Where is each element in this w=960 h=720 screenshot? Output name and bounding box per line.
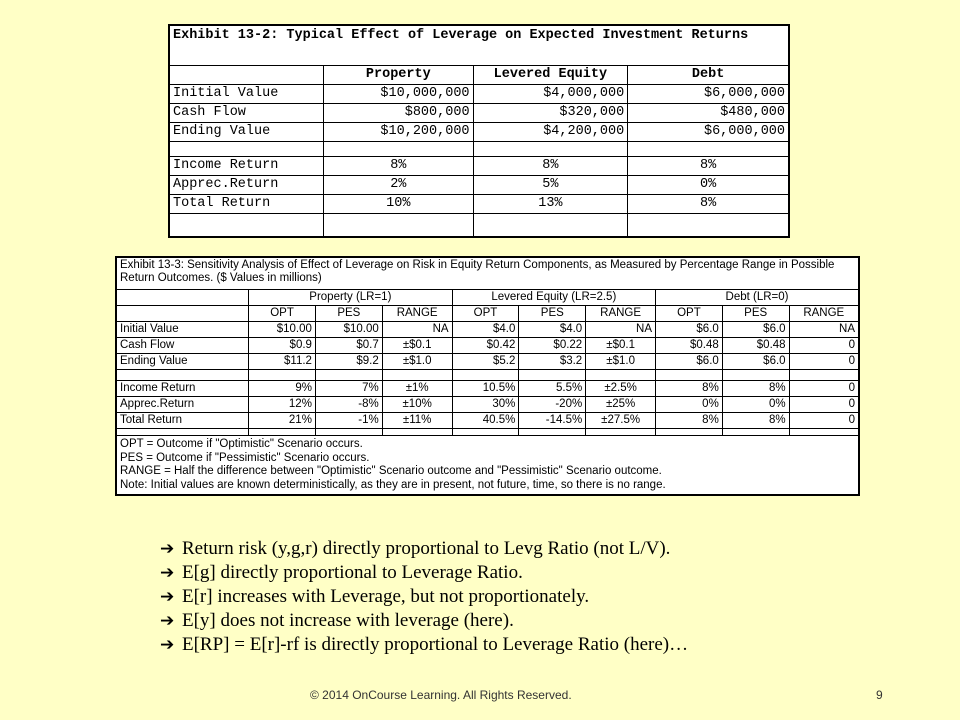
cell: $6.0 <box>656 322 723 338</box>
column-header-levered-equity: Levered Equity <box>473 66 628 85</box>
cell: $0.7 <box>315 338 382 354</box>
row-label: Cash Flow <box>169 104 324 123</box>
subheader: RANGE <box>789 306 859 322</box>
cell: 0 <box>789 413 859 429</box>
subheader: PES <box>722 306 789 322</box>
exhibit-13-3-title: Exhibit 13-3: Sensitivity Analysis of Effect of Leverage on Risk in Equity Return Components, as Measured by Percentage Range in Possible Return Outcomes. ($ Values in millions) <box>116 257 859 290</box>
row-label: Total Return <box>116 413 249 429</box>
cell: 12% <box>249 397 316 413</box>
cell: 0 <box>789 338 859 354</box>
cell: NA <box>789 322 859 338</box>
cell: 30% <box>452 397 519 413</box>
cell: 0% <box>656 397 723 413</box>
cell: 8% <box>722 413 789 429</box>
cell: $4.0 <box>519 322 586 338</box>
subheader: RANGE <box>586 306 656 322</box>
table-row <box>116 381 859 397</box>
cell: $0.22 <box>519 338 586 354</box>
range-cell: ±$0.1 <box>586 338 656 354</box>
range-cell: ±27.5% <box>586 413 656 429</box>
cell: -14.5% <box>519 413 586 429</box>
table-row <box>169 104 789 123</box>
cell: 21% <box>249 413 316 429</box>
bullet-text: E[g] directly proportional to Leverage Ratio. <box>182 562 523 583</box>
cell: -8% <box>315 397 382 413</box>
cell: $480,000 <box>628 104 789 123</box>
cell: -1% <box>315 413 382 429</box>
bullet-item <box>160 561 950 585</box>
cell: 9% <box>249 381 316 397</box>
cell: $4,000,000 <box>473 85 628 104</box>
bullet-text: E[RP] = E[r]-rf is directly proportional to Leverage Ratio (here)… <box>182 634 689 655</box>
exhibit-13-2-table <box>168 24 790 238</box>
cell: 5.5% <box>519 381 586 397</box>
cell: NA <box>586 322 656 338</box>
cell: 5% <box>473 176 628 195</box>
note-opt: OPT = Outcome if "Optimistic" Scenario occurs. <box>120 438 363 450</box>
group-header-property: Property (LR=1) <box>249 290 452 306</box>
cell: 8% <box>722 381 789 397</box>
page-number: 9 <box>876 688 883 702</box>
cell: NA <box>382 322 452 338</box>
note-pes: PES = Outcome if "Pessimistic" Scenario occurs. <box>120 451 370 464</box>
cell: $4.0 <box>452 322 519 338</box>
table-row <box>169 195 789 214</box>
cell: $5.2 <box>452 354 519 370</box>
row-label: Ending Value <box>169 123 324 142</box>
table-row <box>116 322 859 338</box>
cell: 8% <box>628 157 789 176</box>
group-header-debt: Debt (LR=0) <box>656 290 859 306</box>
bullet-list <box>160 537 950 657</box>
cell: $10,200,000 <box>324 123 473 142</box>
cell: $11.2 <box>249 354 316 370</box>
right-arrow-icon: ➔ <box>160 539 175 559</box>
cell: 40.5% <box>452 413 519 429</box>
range-cell: ±$1.0 <box>382 354 452 370</box>
bullet-item <box>160 585 950 609</box>
table-row <box>169 157 789 176</box>
cell: 0% <box>628 176 789 195</box>
row-label: Initial Value <box>169 85 324 104</box>
cell: $4,200,000 <box>473 123 628 142</box>
subheader: RANGE <box>382 306 452 322</box>
range-cell: ±1% <box>382 381 452 397</box>
right-arrow-icon: ➔ <box>160 563 175 583</box>
cell: $10.00 <box>249 322 316 338</box>
cell: $3.2 <box>519 354 586 370</box>
row-label: Apprec.Return <box>169 176 324 195</box>
row-label: Total Return <box>169 195 324 214</box>
range-cell: ±10% <box>382 397 452 413</box>
cell: 0 <box>789 381 859 397</box>
table-row <box>116 397 859 413</box>
column-header-debt: Debt <box>628 66 789 85</box>
right-arrow-icon: ➔ <box>160 587 175 607</box>
cell: 0% <box>722 397 789 413</box>
row-label: Initial Value <box>116 322 249 338</box>
copyright-text: © 2014 OnCourse Learning. All Rights Reserved. <box>310 688 572 702</box>
cell: $6.0 <box>656 354 723 370</box>
note-initial-values: Note: Initial values are known deterministically, as they are in present, not future, time, so there is no range. <box>120 478 666 491</box>
cell: $6.0 <box>722 354 789 370</box>
cell: $800,000 <box>324 104 473 123</box>
exhibit-13-2-title: Exhibit 13-2: Typical Effect of Leverage on Expected Investment Returns <box>169 25 789 66</box>
cell: 0 <box>789 354 859 370</box>
cell: $6,000,000 <box>628 123 789 142</box>
right-arrow-icon: ➔ <box>160 611 175 631</box>
subheader: OPT <box>452 306 519 322</box>
cell: $6,000,000 <box>628 85 789 104</box>
cell: 8% <box>656 413 723 429</box>
range-cell: ±$0.1 <box>382 338 452 354</box>
range-cell: ±11% <box>382 413 452 429</box>
cell: -20% <box>519 397 586 413</box>
subheader: OPT <box>656 306 723 322</box>
table-row <box>169 123 789 142</box>
bullet-text: E[y] does not increase with leverage (here). <box>182 610 514 631</box>
range-cell: ±2.5% <box>586 381 656 397</box>
cell: $0.42 <box>452 338 519 354</box>
row-label: Cash Flow <box>116 338 249 354</box>
table-row <box>169 176 789 195</box>
bullet-item <box>160 537 950 561</box>
exhibit-13-3-table <box>115 256 860 496</box>
cell: 10% <box>324 195 473 214</box>
cell: 13% <box>473 195 628 214</box>
cell: $6.0 <box>722 322 789 338</box>
subheader: OPT <box>249 306 316 322</box>
note-range: RANGE = Half the difference between "Optimistic" Scenario outcome and "Pessimistic" Scenario outcome. <box>120 465 662 477</box>
table-row <box>116 338 859 354</box>
cell: $0.48 <box>722 338 789 354</box>
row-label: Income Return <box>169 157 324 176</box>
range-cell: ±25% <box>586 397 656 413</box>
bullet-text: E[r] increases with Leverage, but not proportionately. <box>182 586 590 607</box>
row-label: Income Return <box>116 381 249 397</box>
cell: $320,000 <box>473 104 628 123</box>
cell: $10,000,000 <box>324 85 473 104</box>
cell: $0.48 <box>656 338 723 354</box>
bullet-item <box>160 609 950 633</box>
table-row <box>116 354 859 370</box>
cell: 8% <box>656 381 723 397</box>
cell: $10.00 <box>315 322 382 338</box>
exhibit-13-3-notes <box>116 436 859 496</box>
subheader: PES <box>519 306 586 322</box>
cell: 7% <box>315 381 382 397</box>
range-cell: ±$1.0 <box>586 354 656 370</box>
row-label: Apprec.Return <box>116 397 249 413</box>
group-header-levered-equity: Levered Equity (LR=2.5) <box>452 290 655 306</box>
cell: $9.2 <box>315 354 382 370</box>
column-header-property: Property <box>324 66 473 85</box>
row-label: Ending Value <box>116 354 249 370</box>
cell: 8% <box>324 157 473 176</box>
bullet-item <box>160 633 950 657</box>
subheader: PES <box>315 306 382 322</box>
cell: 2% <box>324 176 473 195</box>
table-row <box>116 413 859 429</box>
right-arrow-icon: ➔ <box>160 635 175 655</box>
cell: $0.9 <box>249 338 316 354</box>
bullet-text: Return risk (y,g,r) directly proportional to Levg Ratio (not L/V). <box>182 538 671 559</box>
cell: 8% <box>473 157 628 176</box>
cell: 0 <box>789 397 859 413</box>
table-row <box>169 85 789 104</box>
cell: 8% <box>628 195 789 214</box>
cell: 10.5% <box>452 381 519 397</box>
